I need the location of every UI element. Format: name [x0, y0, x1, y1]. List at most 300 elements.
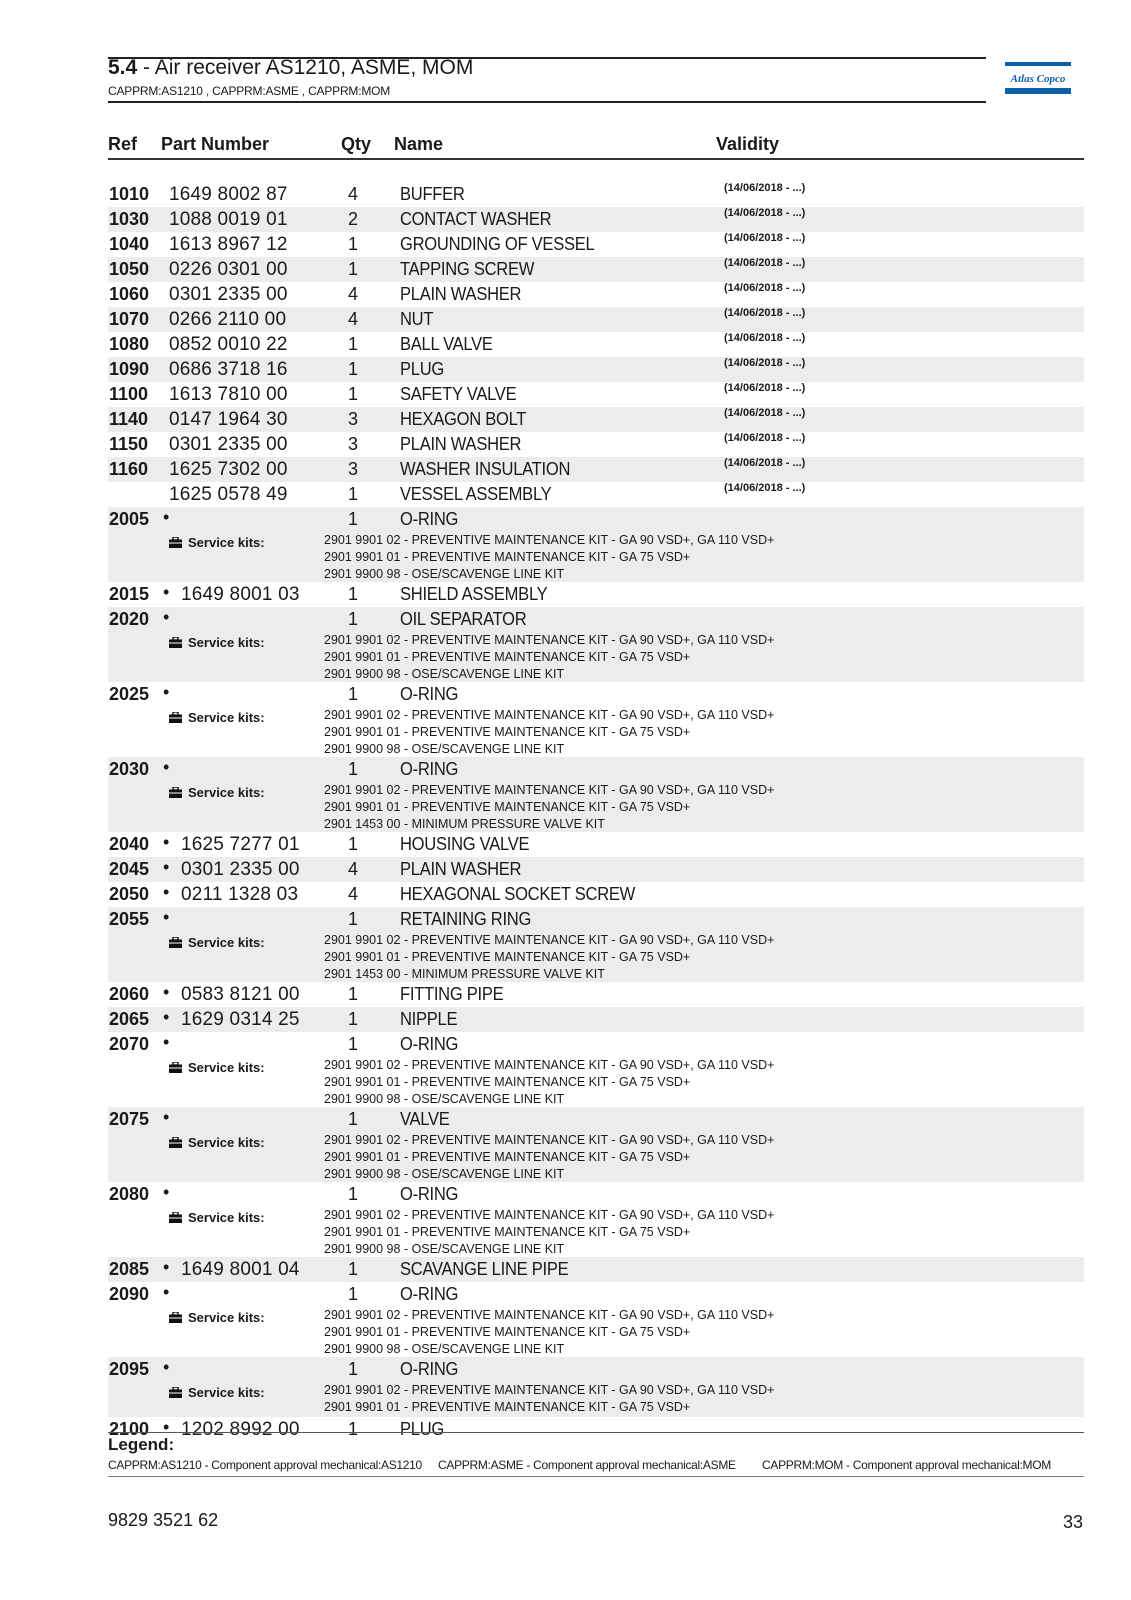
- service-kits-text: Service kits:: [188, 785, 265, 800]
- service-kit-item: 2901 9901 02 - PREVENTIVE MAINTENANCE KIT - GA 90 VSD+, GA 110 VSD+: [324, 1208, 775, 1222]
- part-number: 1629 0314 25: [181, 1009, 300, 1030]
- part-ref: 1060: [109, 284, 150, 304]
- service-kits-label: [169, 710, 265, 725]
- service-kits-text: Service kits:: [188, 1060, 265, 1075]
- part-main-line: [108, 382, 1084, 407]
- col-validity: Validity: [716, 134, 780, 154]
- table-row: [108, 982, 1084, 1007]
- part-number: 0266 2110 00: [169, 309, 287, 330]
- legend: [108, 1432, 1084, 1477]
- service-kit-item: 2901 9901 02 - PREVENTIVE MAINTENANCE KIT - GA 90 VSD+, GA 110 VSD+: [324, 933, 775, 947]
- part-ref: 1100: [109, 384, 149, 404]
- page-title: [108, 56, 473, 80]
- part-ref: 2085: [109, 1259, 150, 1279]
- table-row: [108, 232, 1084, 257]
- part-ref: 1070: [109, 309, 150, 329]
- part-name: PLAIN WASHER: [400, 434, 522, 454]
- part-main-line: [108, 607, 1084, 632]
- table-row: [108, 382, 1084, 407]
- part-ref: 1140: [109, 409, 149, 429]
- part-qty: 4: [347, 184, 358, 204]
- part-main-line: [108, 1007, 1084, 1032]
- part-qty: 3: [347, 459, 358, 479]
- header-bottom-rule: [108, 101, 986, 103]
- part-main-line: [108, 357, 1084, 382]
- logo-text: Atlas Copco: [1010, 73, 1066, 85]
- service-kit-list: [324, 782, 774, 833]
- service-kit-list: [324, 1307, 774, 1358]
- bullet-icon: •: [163, 582, 170, 602]
- service-kits: [108, 1382, 1084, 1417]
- service-kits: [108, 532, 1084, 582]
- service-kits: [108, 1132, 1084, 1182]
- service-kits: [108, 707, 1084, 757]
- part-number: 0226 0301 00: [169, 259, 288, 280]
- part-main-line: [108, 757, 1084, 782]
- part-number: 1613 8967 12: [169, 234, 288, 255]
- service-kits-label: [169, 935, 265, 950]
- part-main-line: [108, 207, 1084, 232]
- part-ref: 2100: [109, 1419, 150, 1439]
- part-ref: 2020: [109, 609, 150, 629]
- part-main-line: [108, 882, 1084, 907]
- bullet-icon: •: [163, 757, 170, 777]
- service-kits-text: Service kits:: [188, 1310, 265, 1325]
- service-kits-label: [169, 635, 265, 650]
- part-qty: 1: [347, 334, 358, 354]
- bullet-icon: •: [163, 832, 170, 852]
- service-kit-list: [324, 1057, 774, 1108]
- part-qty: 4: [347, 309, 358, 329]
- part-ref: 1160: [109, 459, 149, 479]
- service-kit-item: 2901 9900 98 - OSE/SCAVENGE LINE KIT: [324, 1167, 565, 1181]
- service-kits-label: [169, 785, 265, 800]
- part-main-line: [108, 1357, 1084, 1382]
- atlas-copco-logo: [1005, 62, 1071, 94]
- part-main-line: [108, 457, 1084, 482]
- service-kit-item: 2901 9900 98 - OSE/SCAVENGE LINE KIT: [324, 1342, 565, 1356]
- part-number: 1625 0578 49: [169, 484, 288, 505]
- service-kit-item: 2901 9901 01 - PREVENTIVE MAINTENANCE KIT - GA 75 VSD+: [324, 1325, 691, 1339]
- part-qty: 3: [347, 409, 358, 429]
- part-validity: (14/06/2018 - ...): [724, 282, 806, 294]
- service-kit-item: 2901 9900 98 - OSE/SCAVENGE LINE KIT: [324, 667, 565, 681]
- part-qty: 1: [347, 1259, 358, 1279]
- service-kits-text: Service kits:: [188, 935, 265, 950]
- service-kit-list: [324, 1207, 774, 1258]
- col-ref: Ref: [108, 134, 138, 154]
- part-qty: 1: [347, 834, 358, 854]
- service-kit-list: [324, 532, 774, 583]
- part-name: SCAVANGE LINE PIPE: [400, 1259, 569, 1279]
- service-kit-item: 2901 9901 01 - PREVENTIVE MAINTENANCE KIT - GA 75 VSD+: [324, 1225, 691, 1239]
- part-validity: (14/06/2018 - ...): [724, 332, 806, 344]
- part-main-line: [108, 332, 1084, 357]
- part-qty: 1: [347, 1359, 358, 1379]
- part-name: WASHER INSULATION: [400, 459, 571, 479]
- part-name: CONTACT WASHER: [400, 209, 552, 229]
- part-validity: (14/06/2018 - ...): [724, 382, 806, 394]
- part-number: 1202 8992 00: [181, 1419, 300, 1440]
- service-kits-label: [169, 1385, 265, 1400]
- service-kit-item: 2901 9901 01 - PREVENTIVE MAINTENANCE KIT - GA 75 VSD+: [324, 1075, 691, 1089]
- part-main-line: [108, 307, 1084, 332]
- part-number: 1625 7277 01: [181, 834, 300, 855]
- part-qty: 4: [347, 859, 358, 879]
- toolbox-icon: [169, 1387, 182, 1398]
- part-main-line: [108, 1032, 1084, 1057]
- part-number: 1613 7810 00: [169, 384, 288, 405]
- service-kits-label: [169, 1210, 265, 1225]
- part-ref: 1080: [109, 334, 150, 354]
- part-qty: 1: [347, 359, 358, 379]
- service-kit-item: 2901 9901 01 - PREVENTIVE MAINTENANCE KIT - GA 75 VSD+: [324, 650, 691, 664]
- part-ref: 2090: [109, 1284, 150, 1304]
- part-ref: 1010: [109, 184, 150, 204]
- table-row: [108, 1182, 1084, 1257]
- part-name: O-RING: [400, 509, 459, 529]
- service-kit-item: 2901 9901 02 - PREVENTIVE MAINTENANCE KIT - GA 90 VSD+, GA 110 VSD+: [324, 1308, 775, 1322]
- service-kits-text: Service kits:: [188, 1135, 265, 1150]
- bullet-icon: •: [163, 1182, 170, 1202]
- part-number: 1649 8001 03: [181, 584, 300, 605]
- service-kit-list: [324, 932, 774, 983]
- legend-item: CAPPRM:MOM - Component approval mechanical:MOM: [762, 1458, 1051, 1472]
- part-qty: 1: [347, 909, 358, 929]
- table-row: [108, 307, 1084, 332]
- part-qty: 1: [347, 609, 358, 629]
- service-kit-item: 2901 9901 02 - PREVENTIVE MAINTENANCE KIT - GA 90 VSD+, GA 110 VSD+: [324, 533, 775, 547]
- part-main-line: [108, 1182, 1084, 1207]
- service-kit-list: [324, 1382, 774, 1416]
- part-name: VALVE: [400, 1109, 450, 1129]
- part-validity: (14/06/2018 - ...): [724, 407, 806, 419]
- part-main-line: [108, 282, 1084, 307]
- part-main-line: [108, 232, 1084, 257]
- toolbox-icon: [169, 537, 182, 548]
- part-ref: 2075: [109, 1109, 150, 1129]
- part-validity: (14/06/2018 - ...): [724, 482, 806, 494]
- part-number: 1649 8002 87: [169, 184, 288, 205]
- part-ref: 2030: [109, 759, 150, 779]
- part-ref: 2025: [109, 684, 150, 704]
- service-kit-item: 2901 9901 01 - PREVENTIVE MAINTENANCE KIT - GA 75 VSD+: [324, 725, 691, 739]
- part-ref: 2005: [109, 509, 150, 529]
- part-name: FITTING PIPE: [400, 984, 504, 1004]
- part-qty: 1: [347, 384, 358, 404]
- service-kit-item: 2901 9900 98 - OSE/SCAVENGE LINE KIT: [324, 742, 565, 756]
- part-qty: 1: [347, 1034, 358, 1054]
- part-number: 0583 8121 00: [181, 984, 300, 1005]
- part-qty: 3: [347, 434, 358, 454]
- page-number: 33: [1062, 1512, 1083, 1532]
- part-qty: 1: [347, 1009, 358, 1029]
- part-name: O-RING: [400, 1184, 459, 1204]
- col-qty: Qty: [341, 134, 372, 154]
- service-kits: [108, 1207, 1084, 1257]
- service-kit-item: 2901 9901 01 - PREVENTIVE MAINTENANCE KIT - GA 75 VSD+: [324, 950, 691, 964]
- part-ref: 2060: [109, 984, 150, 1004]
- legend-title: Legend:: [108, 1435, 175, 1454]
- part-number: 1649 8001 04: [181, 1259, 300, 1280]
- part-ref: 2065: [109, 1009, 150, 1029]
- part-ref: 1050: [109, 259, 150, 279]
- part-validity: (14/06/2018 - ...): [724, 457, 806, 469]
- service-kit-item: 2901 9900 98 - OSE/SCAVENGE LINE KIT: [324, 1242, 565, 1256]
- bullet-icon: •: [163, 1357, 170, 1377]
- part-main-line: [108, 832, 1084, 857]
- part-name: NIPPLE: [400, 1009, 458, 1029]
- bullet-icon: •: [163, 607, 170, 627]
- part-qty: 1: [347, 684, 358, 704]
- service-kits: [108, 1307, 1084, 1357]
- part-validity: (14/06/2018 - ...): [724, 182, 806, 194]
- part-validity: (14/06/2018 - ...): [724, 432, 806, 444]
- part-ref: 2080: [109, 1184, 150, 1204]
- table-row: [108, 507, 1084, 582]
- part-ref: 2040: [109, 834, 150, 854]
- part-main-line: [108, 682, 1084, 707]
- part-name: GROUNDING OF VESSEL: [400, 234, 595, 254]
- part-qty: 1: [347, 584, 358, 604]
- part-qty: 4: [347, 884, 358, 904]
- part-main-line: [108, 507, 1084, 532]
- part-name: PLAIN WASHER: [400, 284, 522, 304]
- table-row: [108, 857, 1084, 882]
- bullet-icon: •: [163, 882, 170, 902]
- toolbox-icon: [169, 787, 182, 798]
- part-main-line: [108, 857, 1084, 882]
- service-kit-list: [324, 632, 774, 683]
- part-qty: 2: [347, 209, 358, 229]
- bullet-icon: •: [163, 857, 170, 877]
- table-row: [108, 182, 1084, 207]
- part-validity: (14/06/2018 - ...): [724, 357, 806, 369]
- service-kit-item: 2901 9901 02 - PREVENTIVE MAINTENANCE KIT - GA 90 VSD+, GA 110 VSD+: [324, 783, 775, 797]
- service-kit-item: 2901 9901 01 - PREVENTIVE MAINTENANCE KIT - GA 75 VSD+: [324, 550, 691, 564]
- part-number: 1088 0019 01: [169, 209, 288, 230]
- table-row: [108, 1007, 1084, 1032]
- service-kits-text: Service kits:: [188, 1210, 265, 1225]
- part-qty: 1: [347, 259, 358, 279]
- part-ref: 2045: [109, 859, 150, 879]
- part-validity: (14/06/2018 - ...): [724, 257, 806, 269]
- part-number: 0147 1964 30: [169, 409, 288, 430]
- table-row: [108, 907, 1084, 982]
- part-validity: (14/06/2018 - ...): [724, 232, 806, 244]
- part-name: PLUG: [400, 359, 445, 379]
- service-kit-list: [324, 707, 774, 758]
- service-kit-item: 2901 9901 02 - PREVENTIVE MAINTENANCE KIT - GA 90 VSD+, GA 110 VSD+: [324, 633, 775, 647]
- service-kit-item: 2901 9901 02 - PREVENTIVE MAINTENANCE KIT - GA 90 VSD+, GA 110 VSD+: [324, 1383, 775, 1397]
- service-kits-text: Service kits:: [188, 1385, 265, 1400]
- service-kit-item: 2901 9901 01 - PREVENTIVE MAINTENANCE KIT - GA 75 VSD+: [324, 1400, 691, 1414]
- col-part-number: Part Number: [161, 134, 270, 154]
- part-main-line: [108, 1282, 1084, 1307]
- part-qty: 1: [347, 234, 358, 254]
- bullet-icon: •: [163, 1107, 170, 1127]
- part-ref: 1090: [109, 359, 150, 379]
- part-main-line: [108, 257, 1084, 282]
- service-kits: [108, 932, 1084, 982]
- service-kits-label: [169, 1060, 265, 1075]
- part-qty: 1: [347, 759, 358, 779]
- service-kits-text: Service kits:: [188, 710, 265, 725]
- part-main-line: [108, 182, 1084, 207]
- table-row: [108, 1282, 1084, 1357]
- table-row: [108, 757, 1084, 832]
- table-row: [108, 457, 1084, 482]
- part-name: HEXAGON BOLT: [400, 409, 527, 429]
- table-header: [108, 130, 1084, 160]
- part-main-line: [108, 432, 1084, 457]
- part-name: BALL VALVE: [400, 334, 493, 354]
- part-name: OIL SEPARATOR: [400, 609, 527, 629]
- part-main-line: [108, 1257, 1084, 1282]
- part-name: O-RING: [400, 684, 459, 704]
- part-qty: 1: [347, 1184, 358, 1204]
- legend-item: CAPPRM:ASME - Component approval mechanical:ASME: [438, 1458, 736, 1472]
- part-number: 0211 1328 03: [181, 884, 299, 905]
- part-ref: 2070: [109, 1034, 150, 1054]
- toolbox-icon: [169, 1312, 182, 1323]
- section-number: 5.4: [108, 56, 138, 79]
- part-name: NUT: [400, 309, 434, 329]
- part-name: VESSEL ASSEMBLY: [400, 484, 552, 504]
- part-name: HEXAGONAL SOCKET SCREW: [400, 884, 636, 904]
- part-name: RETAINING RING: [400, 909, 532, 929]
- part-ref: 2050: [109, 884, 150, 904]
- part-number: 0686 3718 16: [169, 359, 288, 380]
- service-kit-item: 2901 9900 98 - OSE/SCAVENGE LINE KIT: [324, 567, 565, 581]
- part-qty: 1: [347, 1109, 358, 1129]
- table-row: [108, 282, 1084, 307]
- part-name: HOUSING VALVE: [400, 834, 530, 854]
- parts-table: [108, 182, 1084, 1442]
- service-kit-item: 2901 9901 02 - PREVENTIVE MAINTENANCE KIT - GA 90 VSD+, GA 110 VSD+: [324, 708, 775, 722]
- service-kits-label: [169, 1135, 265, 1150]
- service-kit-item: 2901 9901 02 - PREVENTIVE MAINTENANCE KIT - GA 90 VSD+, GA 110 VSD+: [324, 1133, 775, 1147]
- legend-item: CAPPRM:AS1210 - Component approval mechanical:AS1210: [108, 1458, 422, 1472]
- table-row: [108, 582, 1084, 607]
- service-kit-item: 2901 9901 01 - PREVENTIVE MAINTENANCE KIT - GA 75 VSD+: [324, 1150, 691, 1164]
- bullet-icon: •: [163, 1257, 170, 1277]
- service-kits: [108, 1057, 1084, 1107]
- part-name: O-RING: [400, 1034, 459, 1054]
- table-row: [108, 1257, 1084, 1282]
- part-main-line: [108, 582, 1084, 607]
- table-row: [108, 407, 1084, 432]
- table-row: [108, 1032, 1084, 1107]
- table-row: [108, 207, 1084, 232]
- part-main-line: [108, 1107, 1084, 1132]
- bullet-icon: •: [163, 1282, 170, 1302]
- toolbox-icon: [169, 1137, 182, 1148]
- part-number: 0852 0010 22: [169, 334, 288, 355]
- part-number: 0301 2335 00: [181, 859, 300, 880]
- part-name: O-RING: [400, 759, 459, 779]
- toolbox-icon: [169, 637, 182, 648]
- table-row: [108, 482, 1084, 507]
- col-name: Name: [394, 134, 444, 154]
- bullet-icon: •: [163, 1417, 170, 1437]
- part-ref: 1040: [109, 234, 150, 254]
- service-kits: [108, 782, 1084, 832]
- part-name: SAFETY VALVE: [400, 384, 517, 404]
- bullet-icon: •: [163, 507, 170, 527]
- service-kit-list: [324, 1132, 774, 1183]
- toolbox-icon: [169, 1062, 182, 1073]
- part-ref: 1030: [109, 209, 150, 229]
- service-kits-text: Service kits:: [188, 635, 265, 650]
- part-qty: 1: [347, 1419, 358, 1439]
- part-name: PLUG: [400, 1419, 445, 1439]
- part-main-line: [108, 482, 1084, 507]
- table-row: [108, 1107, 1084, 1182]
- part-name: O-RING: [400, 1284, 459, 1304]
- table-row: [108, 432, 1084, 457]
- part-number: 0301 2335 00: [169, 434, 288, 455]
- service-kit-item: 2901 9901 01 - PREVENTIVE MAINTENANCE KIT - GA 75 VSD+: [324, 800, 691, 814]
- part-ref: 1150: [109, 434, 149, 454]
- part-validity: (14/06/2018 - ...): [724, 207, 806, 219]
- service-kit-item: 2901 1453 00 - MINIMUM PRESSURE VALVE KIT: [324, 817, 605, 831]
- table-row: [108, 1357, 1084, 1417]
- part-qty: 1: [347, 484, 358, 504]
- table-row: [108, 257, 1084, 282]
- part-number: 0301 2335 00: [169, 284, 288, 305]
- service-kits: [108, 632, 1084, 682]
- section-title: - Air receiver AS1210, ASME, MOM: [137, 56, 474, 79]
- table-row: [108, 332, 1084, 357]
- service-kits-text: Service kits:: [188, 535, 265, 550]
- table-row: [108, 832, 1084, 857]
- table-row: [108, 357, 1084, 382]
- bullet-icon: •: [163, 1007, 170, 1027]
- bullet-icon: •: [163, 1032, 170, 1052]
- service-kits-label: [169, 535, 265, 550]
- toolbox-icon: [169, 937, 182, 948]
- toolbox-icon: [169, 1212, 182, 1223]
- bullet-icon: •: [163, 982, 170, 1002]
- part-qty: 1: [347, 509, 358, 529]
- service-kit-item: 2901 1453 00 - MINIMUM PRESSURE VALVE KIT: [324, 967, 605, 981]
- part-qty: 1: [347, 984, 358, 1004]
- table-row: [108, 682, 1084, 757]
- table-row: [108, 882, 1084, 907]
- toolbox-icon: [169, 712, 182, 723]
- part-qty: 4: [347, 284, 358, 304]
- part-qty: 1: [347, 1284, 358, 1304]
- part-name: O-RING: [400, 1359, 459, 1379]
- page-subtitle: CAPPRM:AS1210 , CAPPRM:ASME , CAPPRM:MOM: [108, 84, 391, 98]
- part-ref: 2095: [109, 1359, 150, 1379]
- part-name: TAPPING SCREW: [400, 259, 535, 279]
- table-row: [108, 607, 1084, 682]
- bullet-icon: •: [163, 682, 170, 702]
- document-number: 9829 3521 62: [108, 1510, 219, 1530]
- part-main-line: [108, 982, 1084, 1007]
- service-kits-label: [169, 1310, 265, 1325]
- service-kit-item: 2901 9900 98 - OSE/SCAVENGE LINE KIT: [324, 1092, 565, 1106]
- part-name: SHIELD ASSEMBLY: [400, 584, 548, 604]
- part-ref: 2015: [109, 584, 150, 604]
- part-ref: 2055: [109, 909, 150, 929]
- part-validity: (14/06/2018 - ...): [724, 307, 806, 319]
- part-name: BUFFER: [400, 184, 465, 204]
- part-main-line: [108, 407, 1084, 432]
- bullet-icon: •: [163, 907, 170, 927]
